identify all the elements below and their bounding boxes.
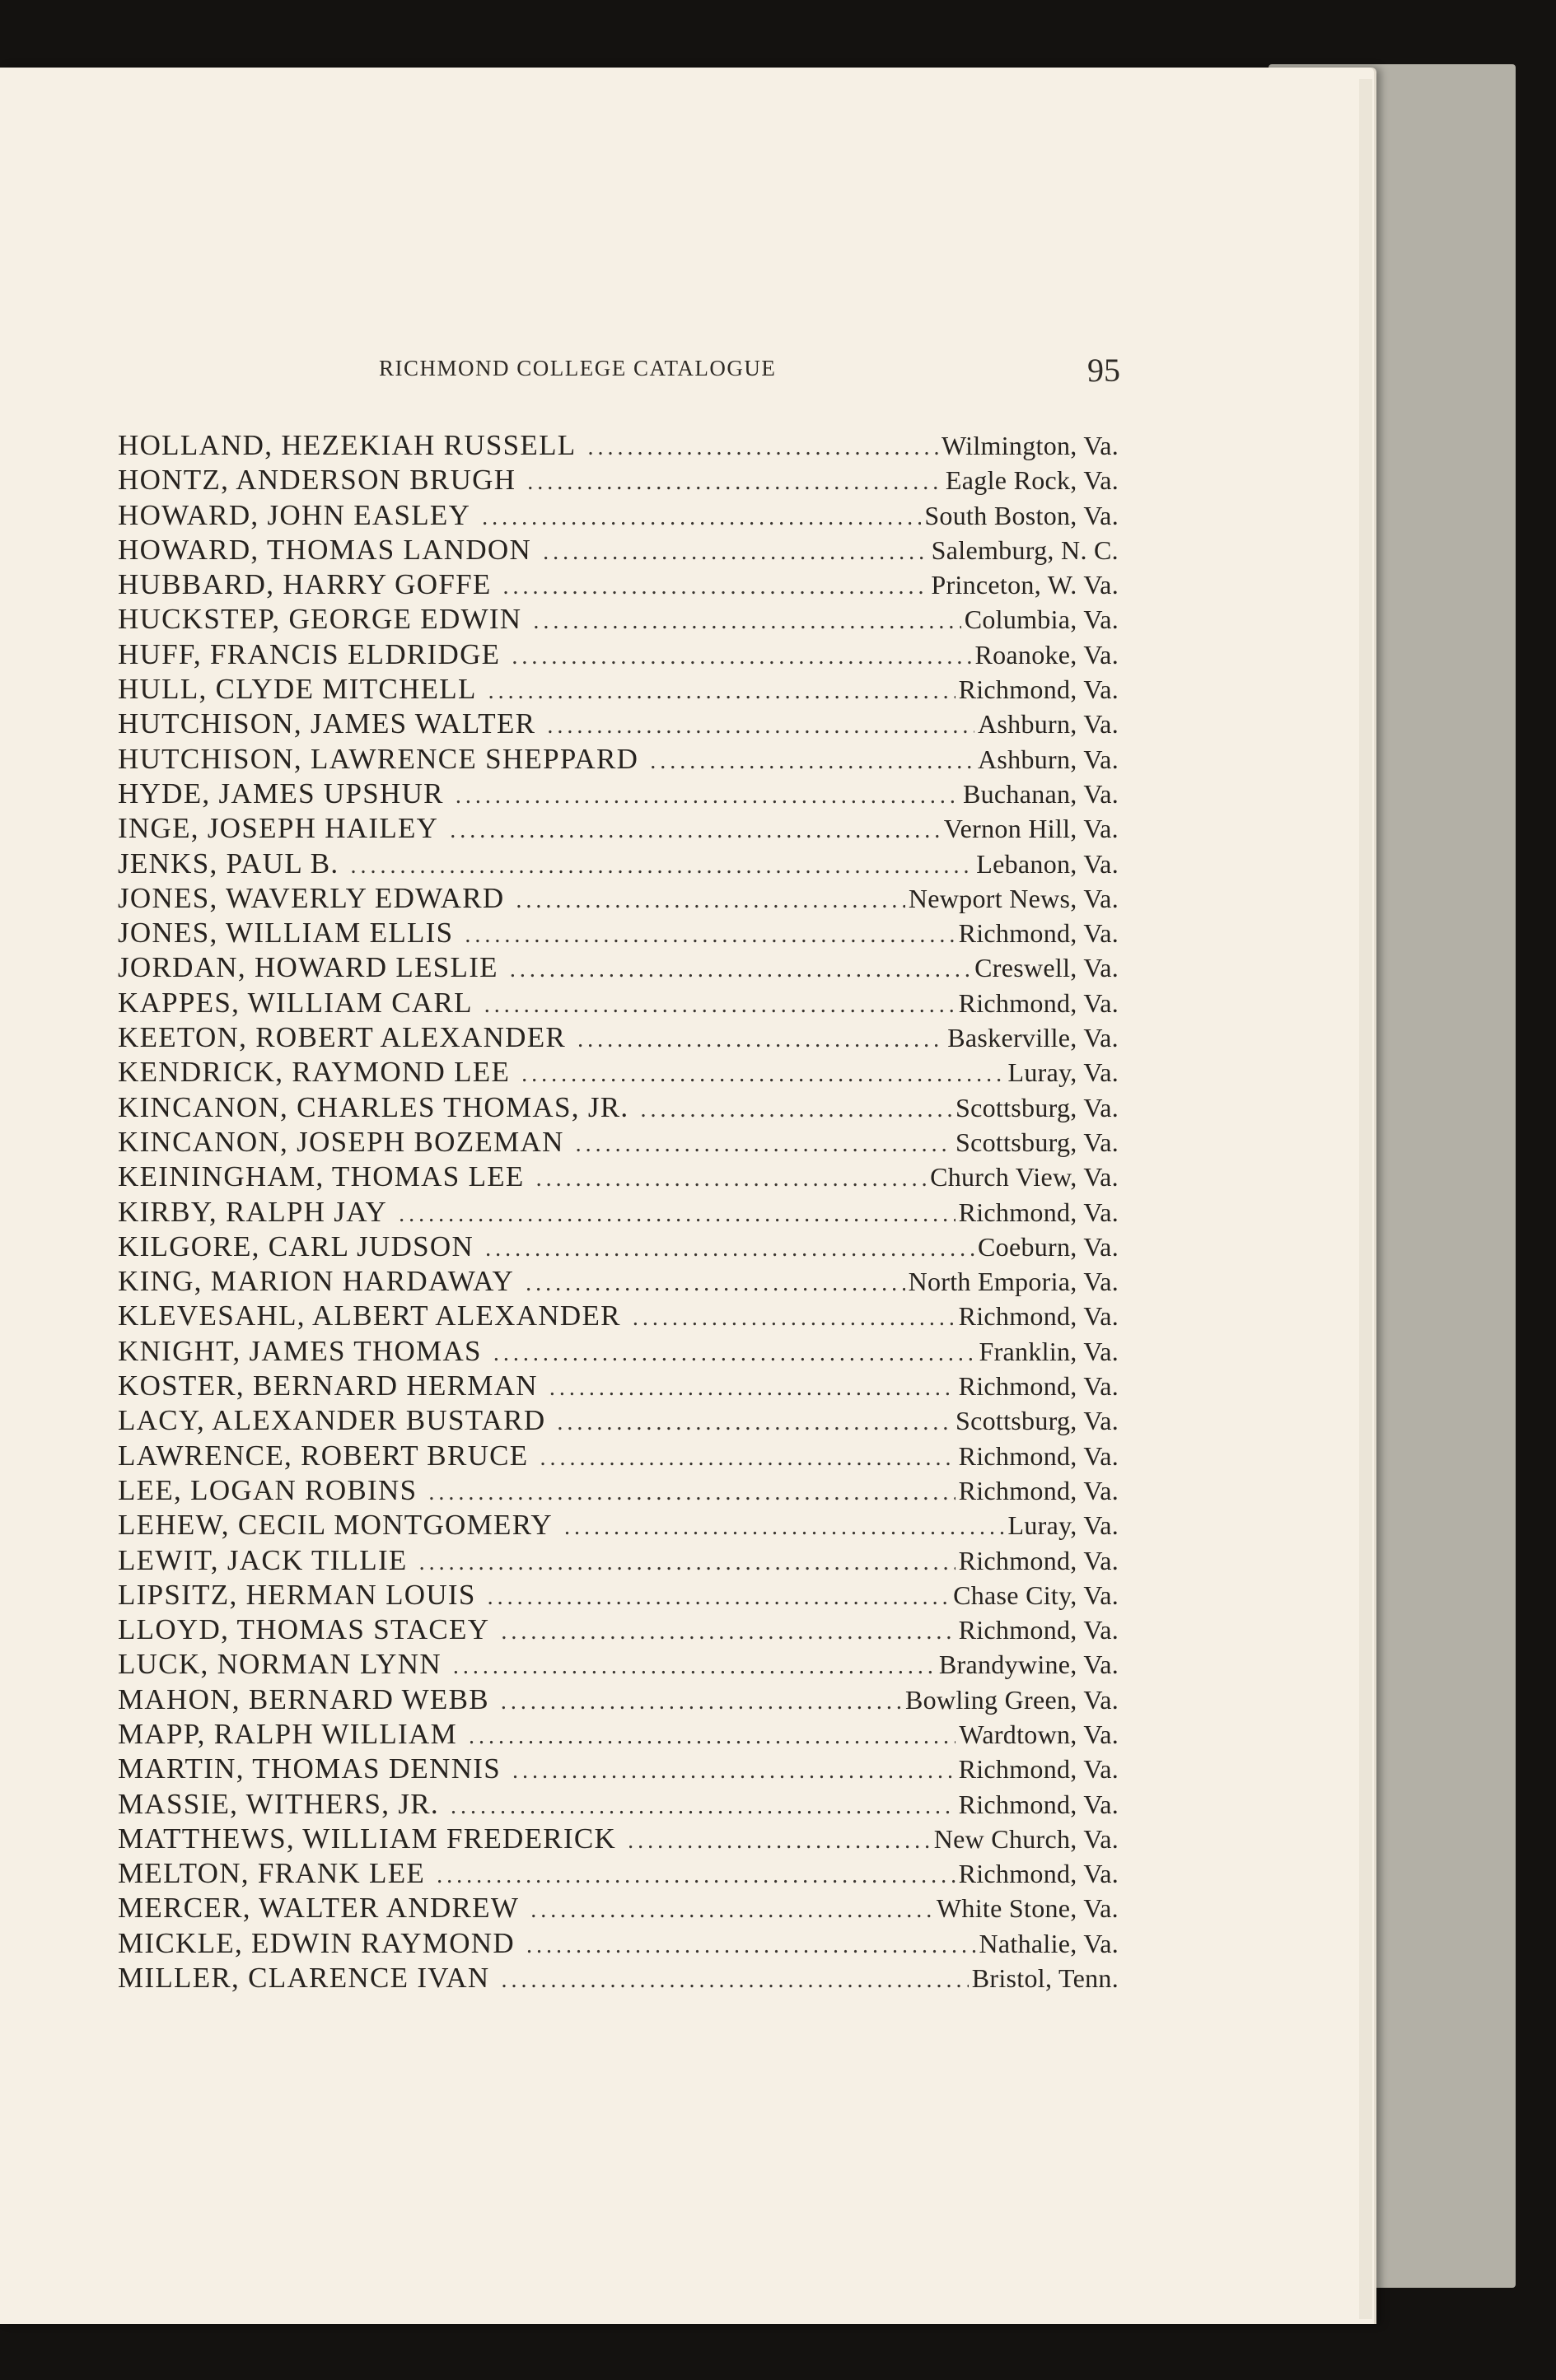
dot-leader xyxy=(577,1023,944,1057)
list-item xyxy=(118,1822,1119,1856)
student-name: LIPSITZ, HERMAN LOUIS xyxy=(118,1578,476,1611)
student-hometown: Richmond, Va. xyxy=(958,1789,1119,1819)
dot-leader xyxy=(465,918,955,953)
student-hometown: Nathalie, Va. xyxy=(979,1928,1119,1958)
student-hometown: Baskerville, Va. xyxy=(947,1023,1119,1053)
student-name: MELTON, FRANK LEE xyxy=(118,1857,426,1890)
list-item xyxy=(118,498,1119,533)
dot-leader xyxy=(536,1162,927,1197)
student-hometown: South Boston, Va. xyxy=(924,500,1119,530)
list-item xyxy=(118,1403,1119,1438)
student-name: HUCKSTEP, GEORGE EDWIN xyxy=(118,603,522,636)
student-name: JONES, WILLIAM ELLIS xyxy=(118,917,454,950)
student-hometown: Richmond, Va. xyxy=(958,1197,1119,1227)
list-item xyxy=(118,950,1119,985)
list-item xyxy=(118,1299,1119,1333)
student-name: MAPP, RALPH WILLIAM xyxy=(118,1717,458,1750)
dot-leader xyxy=(533,604,960,639)
list-item xyxy=(118,1439,1119,1473)
list-item xyxy=(118,1752,1119,1786)
dot-leader xyxy=(450,814,941,848)
list-item xyxy=(118,916,1119,950)
list-item xyxy=(118,1020,1119,1055)
list-item xyxy=(118,777,1119,811)
list-item xyxy=(118,463,1119,497)
student-name: HOLLAND, HEZEKIAH RUSSELL xyxy=(118,429,577,461)
student-name: MICKLE, EDWIN RAYMOND xyxy=(118,1926,515,1959)
student-name: KOSTER, BERNARD HERMAN xyxy=(118,1370,538,1402)
student-name: KILGORE, CARL JUDSON xyxy=(118,1230,474,1262)
page-number: 95 xyxy=(1087,352,1120,389)
student-name: KAPPES, WILLIAM CARL xyxy=(118,986,473,1019)
dot-leader xyxy=(527,465,942,500)
dot-leader xyxy=(419,1546,956,1580)
list-item xyxy=(118,1508,1119,1542)
student-hometown: Columbia, Va. xyxy=(964,604,1119,635)
dot-leader xyxy=(453,1650,936,1684)
student-name: LACY, ALEXANDER BUSTARD xyxy=(118,1404,546,1437)
dot-leader xyxy=(633,1301,956,1336)
student-name: KEETON, ROBERT ALEXANDER xyxy=(118,1021,567,1054)
student-name: MAHON, BERNARD WEBB xyxy=(118,1682,489,1715)
student-hometown: Richmond, Va. xyxy=(958,1475,1119,1505)
dot-leader xyxy=(650,744,974,779)
student-hometown: Richmond, Va. xyxy=(958,1371,1119,1402)
student-hometown: Ashburn, Va. xyxy=(977,709,1119,740)
student-name: MERCER, WALTER ANDREW xyxy=(118,1892,520,1925)
dot-leader xyxy=(530,1893,933,1928)
list-item xyxy=(118,1334,1119,1369)
student-hometown: Salemburg, N. C. xyxy=(931,534,1119,565)
student-name: KLEVESAHL, ALBERT ALEXANDER xyxy=(118,1300,621,1332)
list-item xyxy=(118,1682,1119,1717)
list-item xyxy=(118,1543,1119,1578)
list-item xyxy=(118,428,1119,463)
list-item xyxy=(118,1717,1119,1752)
list-item xyxy=(118,1230,1119,1264)
student-hometown: Newport News, Va. xyxy=(908,883,1119,913)
student-hometown: Wilmington, Va. xyxy=(941,431,1119,460)
dot-leader xyxy=(564,1510,1005,1545)
student-name: LLOYD, THOMAS STACEY xyxy=(118,1613,490,1646)
student-hometown: Wardtown, Va. xyxy=(959,1719,1119,1749)
student-hometown: Richmond, Va. xyxy=(958,987,1119,1018)
dot-leader xyxy=(543,535,928,570)
student-name: KIRBY, RALPH JAY xyxy=(118,1195,388,1228)
list-item xyxy=(118,602,1119,637)
list-item xyxy=(118,533,1119,567)
student-hometown: Richmond, Va. xyxy=(958,1754,1119,1785)
dot-leader xyxy=(526,1929,976,1963)
student-name: MILLER, CLARENCE IVAN xyxy=(118,1962,490,1995)
dot-leader xyxy=(557,1406,952,1440)
student-name: JORDAN, HOWARD LESLIE xyxy=(118,951,498,984)
dot-leader xyxy=(576,1127,952,1162)
dot-leader xyxy=(501,1615,955,1650)
student-name: MARTIN, THOMAS DENNIS xyxy=(118,1752,501,1785)
dot-leader xyxy=(350,849,973,884)
dot-leader xyxy=(502,1963,969,1998)
student-name: KINCANON, CHARLES THOMAS, JR. xyxy=(118,1090,629,1123)
student-hometown: Bowling Green, Va. xyxy=(905,1684,1119,1715)
student-list xyxy=(118,428,1119,1995)
student-name: JONES, WAVERLY EDWARD xyxy=(118,881,505,914)
running-header-title: RICHMOND COLLEGE CATALOGUE xyxy=(379,356,777,380)
dot-leader xyxy=(456,779,960,814)
student-name: LEE, LOGAN ROBINS xyxy=(118,1473,418,1506)
dot-leader xyxy=(549,1371,956,1406)
student-hometown: Lebanon, Va. xyxy=(976,848,1119,879)
list-item xyxy=(118,1926,1119,1961)
list-item xyxy=(118,637,1119,672)
dot-leader xyxy=(587,431,937,465)
list-item xyxy=(118,811,1119,846)
student-name: KNIGHT, JAMES THOMAS xyxy=(118,1334,482,1367)
list-item xyxy=(118,1647,1119,1682)
list-item xyxy=(118,672,1119,707)
dot-leader xyxy=(540,1441,956,1476)
dot-leader xyxy=(488,1580,950,1615)
student-hometown: Church View, Va. xyxy=(930,1162,1119,1192)
dot-leader xyxy=(503,570,928,604)
dot-leader xyxy=(399,1197,955,1232)
list-item xyxy=(118,1612,1119,1647)
list-item xyxy=(118,986,1119,1020)
student-name: LEHEW, CECIL MONTGOMERY xyxy=(118,1509,553,1542)
student-hometown: Brandywine, Va. xyxy=(938,1650,1119,1680)
student-name: HUTCHISON, JAMES WALTER xyxy=(118,707,536,740)
student-hometown: Ashburn, Va. xyxy=(977,744,1119,774)
list-item xyxy=(118,1264,1119,1299)
student-name: HYDE, JAMES UPSHUR xyxy=(118,777,444,810)
running-header xyxy=(119,354,1120,404)
student-hometown: Richmond, Va. xyxy=(958,1615,1119,1645)
dot-leader xyxy=(451,1790,956,1824)
dot-leader xyxy=(428,1476,955,1510)
dot-leader xyxy=(484,988,956,1023)
dot-leader xyxy=(628,1824,931,1859)
student-hometown: Bristol, Tenn. xyxy=(971,1963,1119,1994)
student-name: KINCANON, JOSEPH BOZEMAN xyxy=(118,1125,564,1158)
student-name: INGE, JOSEPH HAILEY xyxy=(118,812,439,845)
list-item xyxy=(118,1090,1119,1125)
list-item xyxy=(118,1195,1119,1230)
student-hometown: Richmond, Va. xyxy=(958,1545,1119,1575)
list-item xyxy=(118,1055,1119,1090)
list-item xyxy=(118,1856,1119,1891)
student-hometown: New Church, Va. xyxy=(933,1823,1119,1854)
student-name: KING, MARION HARDAWAY xyxy=(118,1265,515,1298)
student-name: JENKS, PAUL B. xyxy=(118,847,339,880)
dot-leader xyxy=(482,501,921,535)
student-name: HOWARD, JOHN EASLEY xyxy=(118,498,471,531)
student-name: HULL, CLYDE MITCHELL xyxy=(118,673,477,706)
dot-leader xyxy=(640,1093,952,1127)
student-hometown: Creswell, Va. xyxy=(974,953,1119,983)
student-hometown: Luray, Va. xyxy=(1007,1510,1119,1541)
student-hometown: Roanoke, Va. xyxy=(974,639,1119,670)
list-item xyxy=(118,567,1119,602)
dot-leader xyxy=(510,953,971,987)
student-hometown: Richmond, Va. xyxy=(958,918,1119,949)
list-item xyxy=(118,1891,1119,1925)
student-name: HONTZ, ANDERSON BRUGH xyxy=(118,464,516,497)
student-hometown: Luray, Va. xyxy=(1007,1057,1119,1088)
student-hometown: Scottsburg, Va. xyxy=(956,1092,1119,1122)
dot-leader xyxy=(469,1720,956,1754)
dot-leader xyxy=(501,1685,902,1720)
student-name: HUFF, FRANCIS ELDRIDGE xyxy=(118,637,501,670)
student-hometown: Princeton, W. Va. xyxy=(931,570,1119,600)
list-item xyxy=(118,1369,1119,1403)
dot-leader xyxy=(512,1754,956,1789)
dot-leader xyxy=(526,1267,904,1301)
student-name: HOWARD, THOMAS LANDON xyxy=(118,533,532,566)
dot-leader xyxy=(488,674,956,709)
student-name: LUCK, NORMAN LYNN xyxy=(118,1648,442,1681)
student-hometown: White Stone, Va. xyxy=(936,1893,1119,1924)
dot-leader xyxy=(493,1337,976,1371)
dot-leader xyxy=(521,1057,1004,1092)
student-hometown: North Emporia, Va. xyxy=(908,1267,1119,1297)
student-hometown: Richmond, Va. xyxy=(958,1859,1119,1889)
dot-leader xyxy=(437,1859,955,1893)
list-item xyxy=(118,1961,1119,1995)
student-hometown: Coeburn, Va. xyxy=(978,1231,1119,1262)
list-item xyxy=(118,1578,1119,1612)
list-item xyxy=(118,707,1119,741)
student-name: LAWRENCE, ROBERT BRUCE xyxy=(118,1439,529,1472)
student-name: LEWIT, JACK TILLIE xyxy=(118,1543,408,1576)
list-item xyxy=(118,1787,1119,1822)
dot-leader xyxy=(547,709,974,744)
list-item xyxy=(118,847,1119,881)
page-edge xyxy=(1359,79,1372,2319)
student-hometown: Scottsburg, Va. xyxy=(956,1406,1119,1436)
list-item xyxy=(118,1125,1119,1160)
student-hometown: Eagle Rock, Va. xyxy=(945,465,1119,496)
dot-leader xyxy=(512,640,971,674)
student-name: KEININGHAM, THOMAS LEE xyxy=(118,1160,525,1193)
student-name: HUBBARD, HARRY GOFFE xyxy=(118,568,492,601)
student-hometown: Scottsburg, Va. xyxy=(956,1127,1119,1157)
dot-leader xyxy=(485,1232,974,1267)
student-hometown: Richmond, Va. xyxy=(958,674,1119,705)
student-hometown: Vernon Hill, Va. xyxy=(943,814,1119,844)
student-name: HUTCHISON, LAWRENCE SHEPPARD xyxy=(118,742,639,775)
list-item xyxy=(118,1473,1119,1508)
student-hometown: Richmond, Va. xyxy=(958,1440,1119,1471)
student-hometown: Buchanan, Va. xyxy=(962,778,1119,809)
student-name: MATTHEWS, WILLIAM FREDERICK xyxy=(118,1822,617,1855)
student-hometown: Chase City, Va. xyxy=(953,1580,1119,1610)
list-item xyxy=(118,1160,1119,1194)
dot-leader xyxy=(516,884,904,918)
student-hometown: Richmond, Va. xyxy=(958,1301,1119,1332)
student-name: KENDRICK, RAYMOND LEE xyxy=(118,1056,511,1089)
list-item xyxy=(118,881,1119,916)
list-item xyxy=(118,742,1119,777)
student-name: MASSIE, WITHERS, JR. xyxy=(118,1787,439,1820)
student-hometown: Franklin, Va. xyxy=(979,1336,1119,1366)
